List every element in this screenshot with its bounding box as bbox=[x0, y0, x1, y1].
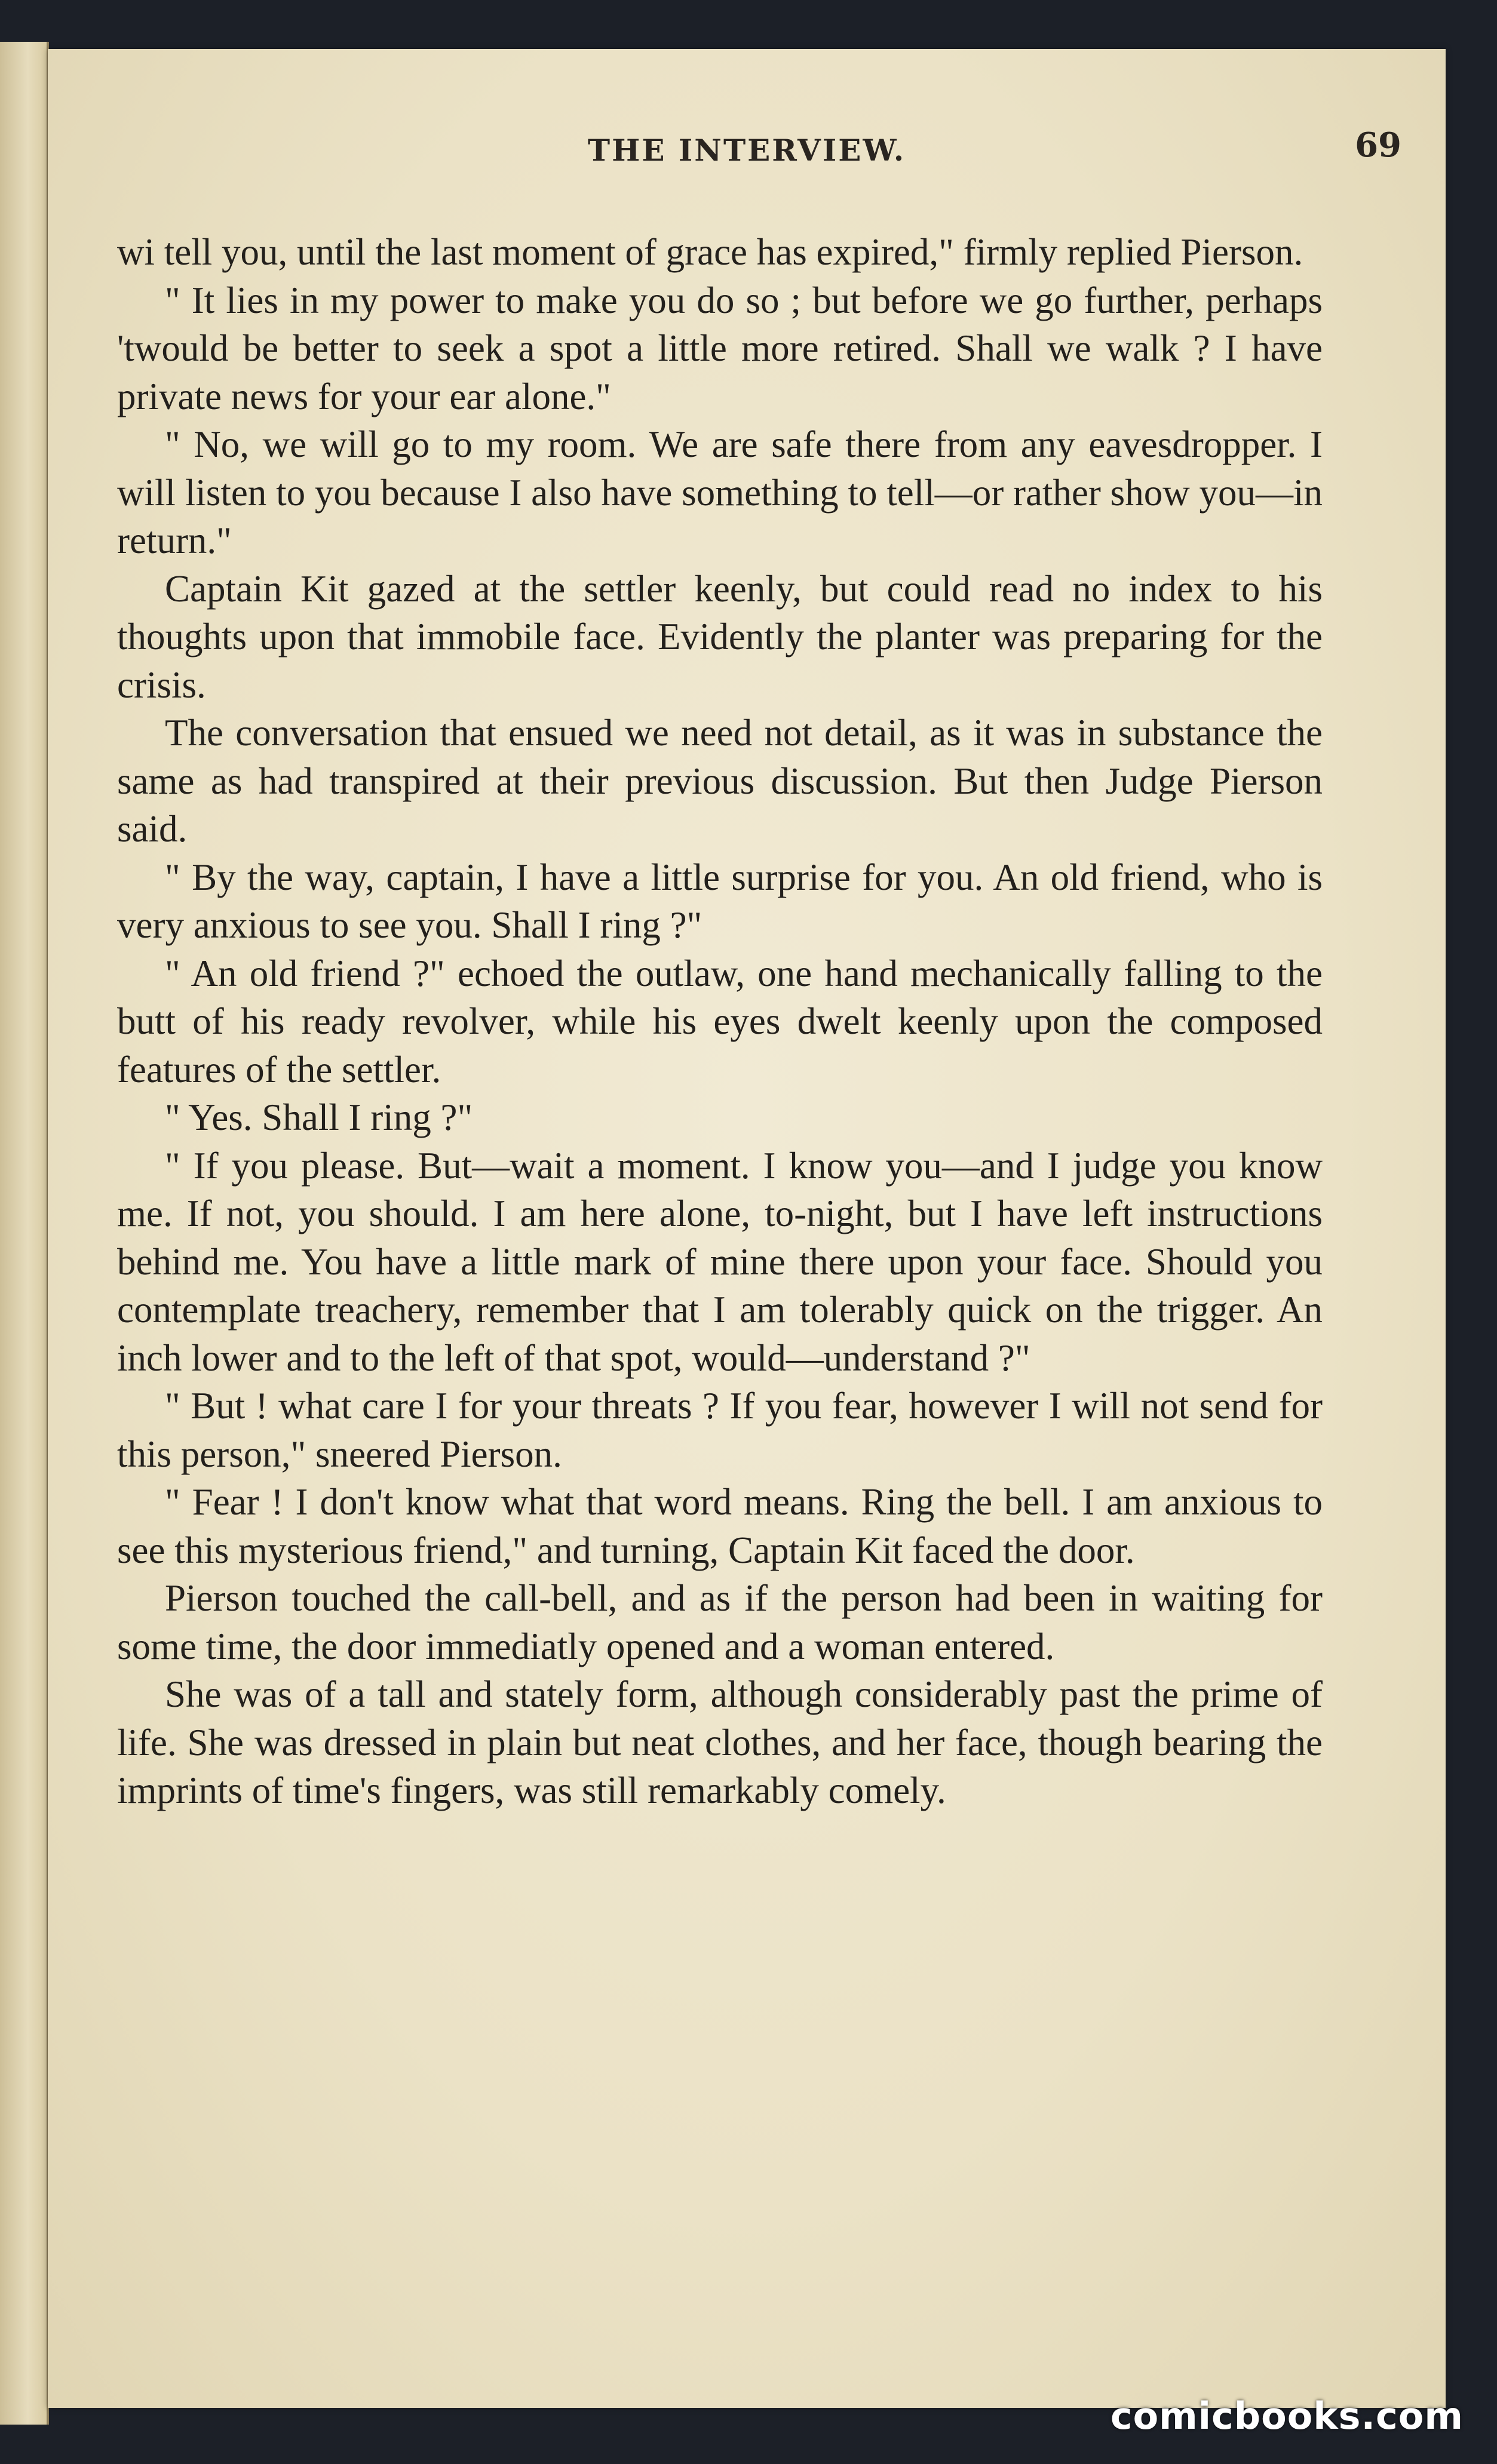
paragraph-5: The conversation that ensued we need not detail, as it was in substance the same as had transpired at their previous discussion. But then Judge Pierson said. bbox=[117, 712, 1323, 850]
paragraph-12: Pierson touched the call-bell, and as if the person had been in waiting for some time, the door immediatly opened and a woman entered. bbox=[117, 1577, 1323, 1667]
paragraph-10: " But ! what care I for your threats ? If you fear, however I will not send for this person," sneered Pierson. bbox=[117, 1385, 1323, 1475]
book-page bbox=[48, 49, 1446, 2408]
left-page-edge bbox=[0, 42, 49, 2425]
paragraph-1: wi tell you, until the last moment of grace has expired," firmly replied Pierson. bbox=[117, 231, 1303, 273]
page-number: 69 bbox=[1355, 125, 1401, 165]
body-text bbox=[117, 228, 1323, 1815]
watermark: comicbooks.com bbox=[1110, 2394, 1464, 2438]
paragraph-13: She was of a tall and stately form, although considerably past the prime of life. She was dressed in plain but neat clothes, and her face, though bearing the imprints of time's fingers, was still remarkably comely. bbox=[117, 1673, 1323, 1811]
running-head: THE INTERVIEW. bbox=[587, 133, 906, 168]
paragraph-4: Captain Kit gazed at the settler keenly, but could read no index to his thoughts upon that immobile face. Evidently the planter was preparing for the crisis. bbox=[117, 567, 1323, 706]
paragraph-6: " By the way, captain, I have a little surprise for you. An old friend, who is very anxious to see you. Shall I ring ?" bbox=[117, 856, 1323, 946]
paragraph-8: " Yes. Shall I ring ?" bbox=[165, 1096, 473, 1138]
paragraph-3: " No, we will go to my room. We are safe there from any eavesdropper. I will listen to you because I also have something to tell—or rather show you—in return." bbox=[117, 423, 1323, 561]
paragraph-2: " It lies in my power to make you do so ; but before we go further, perhaps 'twould be better to seek a spot a little more retired. Shall we walk ? I have private news for your ear alone." bbox=[117, 279, 1323, 417]
paragraph-7: " An old friend ?" echoed the outlaw, one hand mechanically falling to the butt of his ready revolver, while his eyes dwelt keenly upon the composed features of the settler. bbox=[117, 952, 1323, 1090]
paragraph-9: " If you please. But—wait a moment. I know you—and I judge you know me. If not, you should. I am here alone, to-night, but I have left instructions behind me. You have a little mark of mine there upon your face. Should you contemplate treachery, remember that I am tolerably quick on the trigger. An inch lower and to the left of that spot, would—understand ?" bbox=[117, 1144, 1323, 1379]
paragraph-11: " Fear ! I don't know what that word means. Ring the bell. I am anxious to see this mysterious friend," and turning, Captain Kit faced the door. bbox=[117, 1481, 1323, 1571]
